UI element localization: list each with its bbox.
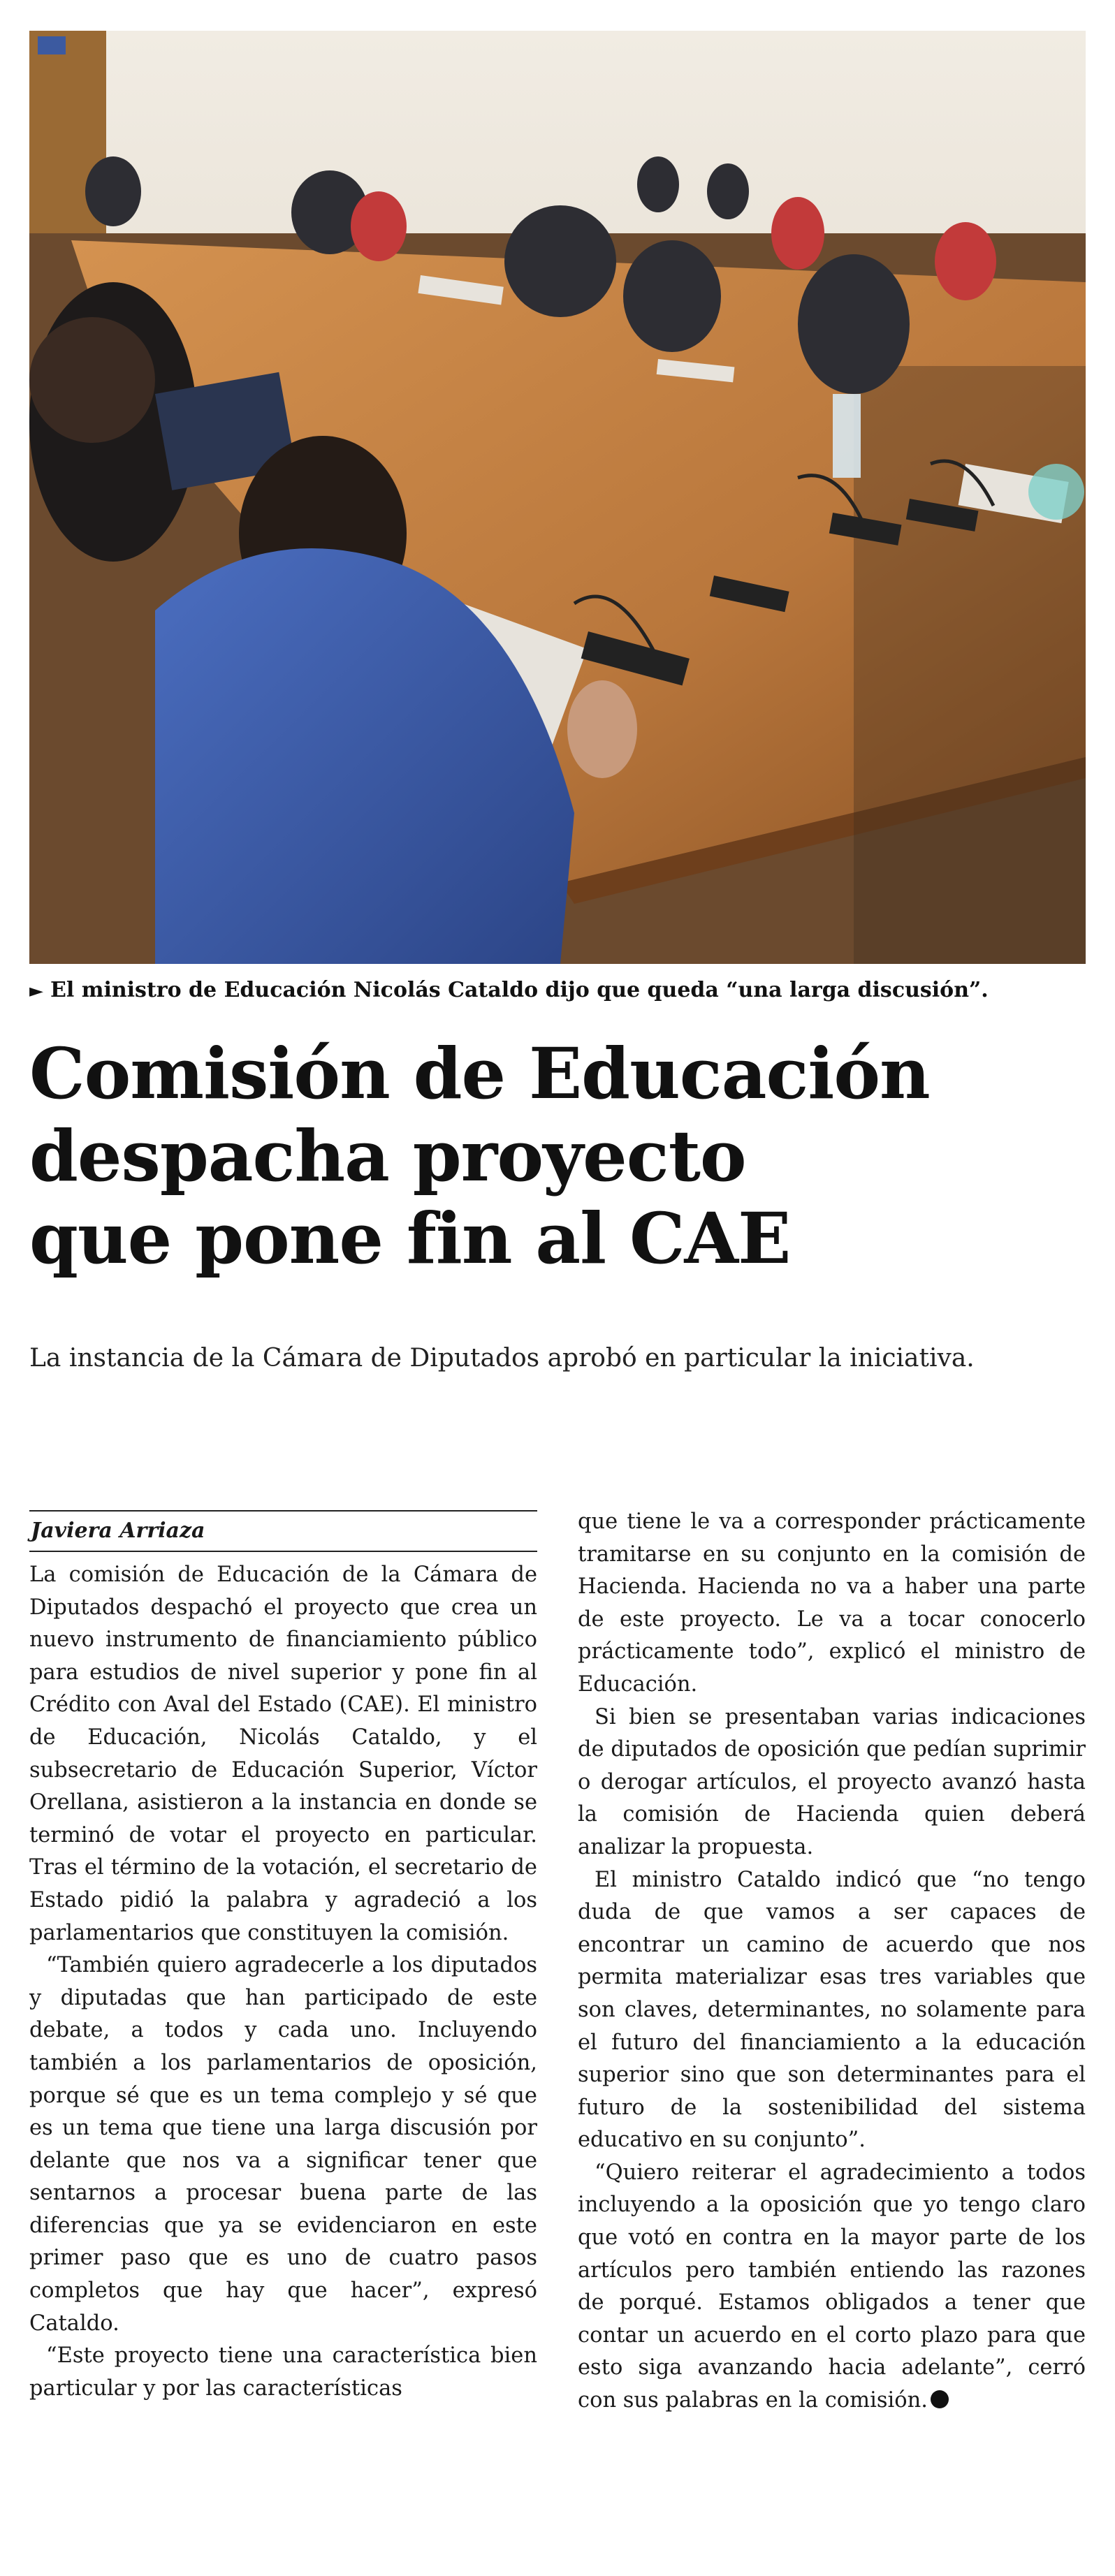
caption-marker-icon: ►	[29, 981, 43, 1002]
paragraph: “Este proyecto tiene una característica bien particular y por las características	[29, 2343, 537, 2401]
headline-line-3: que pone fin al CAE	[29, 1197, 791, 1280]
paragraph-final	[578, 2157, 1086, 2417]
paragraph: El ministro Cataldo indicó que “no tengo duda de que vamos a ser capaces de encontrar un camino de acuerdo que nos permita materializar esas tres variables que son claves, determinantes, no solamente para el futuro del financiamiento a la educación superior sino que son determinantes para el futuro de la sostenibilidad del sistema educativo en su conjunto”.	[578, 1867, 1086, 2153]
paragraph: que tiene le va a corresponder prácticamente tramitarse en su conjunto en la comisión de Hacienda. Hacienda no va a haber una parte de este proyecto. Le va a tocar conocerlo prácticamente todo”, explicó el ministro de Educación.	[578, 1509, 1086, 1697]
headline-line-1: Comisión de Educación	[29, 1032, 930, 1115]
end-mark-icon	[931, 2390, 949, 2408]
subheadline: La instancia de la Cámara de Diputados aprobó en particular la iniciativa.	[29, 1344, 975, 1373]
paragraph-final-text: “Quiero reiterar el agradecimiento a todos incluyendo a la oposición que yo tengo claro que votó en contra en la mayor parte de los artículos pero también entiendo las razones de porqué. Estamos obligados a tener que contar un acuerdo en el corto plazo para que esto siga avanzando hacia adelante”, cerró con sus palabras en la comisión.	[578, 2160, 1086, 2413]
paragraph: La comisión de Educación de la Cámara de Diputados despachó el proyecto que crea un nuevo instrumento de financiamiento público para estudios de nivel superior y pone fin al Crédito con Aval del Estado (CAE). El ministro de Educación, Nicolás Cataldo, y el subsecretario de Educación Superior, Víctor Orellana, asistieron a la instancia en donde se terminó de votar el proyecto en particular. Tras el término de la votación, el secretario de Estado pidió la palabra y agradeció a los parlamentarios que constituyen la comisión.	[29, 1563, 537, 1945]
article-column-left	[29, 1510, 537, 2405]
paragraph: Si bien se presentaban varias indicaciones de diputados de oposición que pedían suprimir o derogar artículos, el proyecto avanzó hasta la comisión de Hacienda quien deberá analizar la propuesta.	[578, 1704, 1086, 1859]
headline-line-2: despacha proyecto	[29, 1115, 746, 1197]
caption-text: El ministro de Educación Nicolás Cataldo dijo que queda “una larga discusión”.	[50, 978, 989, 1002]
headline	[29, 1032, 1086, 1280]
article-column-right	[578, 1506, 1086, 2417]
photo-caption	[29, 976, 1086, 1005]
article-photo	[29, 31, 1086, 964]
paragraph: “También quiero agradecerle a los diputados y diputadas que han participado de este debate, a todos y cada uno. Incluyendo también a los parlamentarios de oposición, porque sé que es un tema complejo y sé que es un tema que tiene una larga discusión por delante que nos va a significar tener que sentarnos a procesar buena parte de las diferencias que ya se evidenciaron en este primer paso que es uno de cuatro pasos completos que hay que hacer”, expresó Cataldo.	[29, 1953, 537, 2336]
meeting-photo-icon	[29, 31, 1086, 964]
byline: Javiera Arriaza	[29, 1510, 537, 1552]
